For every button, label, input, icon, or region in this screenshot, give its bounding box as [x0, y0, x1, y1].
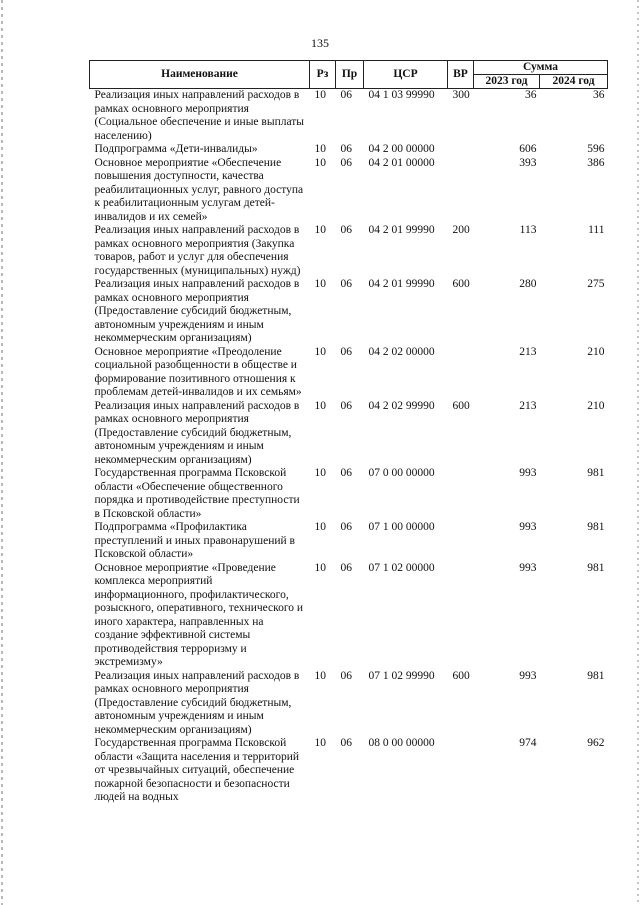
- header-sum: Сумма: [474, 61, 608, 75]
- cell-name: Основное мероприятие «Обеспечение повышения доступности, качества реабилитационных услуг, равного доступа к реабилитационным услугам детей-инвалидов и их семей»: [94, 156, 304, 223]
- cell-csr: 04 2 01 99990: [368, 224, 435, 236]
- cell-sum-2023: 993: [519, 669, 537, 682]
- table-row: [90, 143, 608, 157]
- table-row: [90, 562, 608, 670]
- table-body: [90, 89, 608, 805]
- cell-name: Государственная программа Псковской области «Обеспечение общественного порядка и противодействие преступности в Псковской области»: [94, 467, 300, 520]
- cell-vr: [448, 562, 474, 670]
- scan-edge-left: [1, 0, 3, 905]
- table-row: [90, 400, 608, 468]
- table-row: [90, 278, 608, 346]
- cell-sum-2023: 393: [519, 156, 537, 169]
- cell-vr: [448, 467, 474, 521]
- cell-pr: 06: [340, 156, 352, 169]
- cell-rz: 10: [314, 143, 326, 155]
- table-row: [90, 670, 608, 738]
- table-row: [90, 89, 608, 144]
- cell-name: Основное мероприятие «Преодоление социальной разобщенности в обществе и формирование позитивного отношения к проблемам детей-инвалидов и их семьям»: [94, 345, 302, 398]
- cell-pr: 06: [340, 399, 352, 412]
- cell-sum-2023: 213: [519, 345, 537, 358]
- cell-pr: 06: [340, 89, 352, 101]
- cell-name: Подпрограмма «Дети-инвалиды»: [94, 143, 258, 155]
- table-row: [90, 346, 608, 400]
- cell-vr: [448, 143, 474, 157]
- cell-pr: 06: [340, 521, 352, 533]
- cell-vr: 600: [452, 278, 470, 290]
- scan-edge-right: [637, 0, 639, 905]
- table-header: [90, 61, 608, 89]
- cell-csr: 04 2 02 99990: [368, 399, 435, 412]
- cell-rz: 10: [314, 278, 326, 290]
- table-row: [90, 521, 608, 562]
- header-vr: ВР: [448, 61, 474, 89]
- cell-vr: [448, 346, 474, 400]
- budget-table: [89, 60, 608, 805]
- cell-sum-2024: 596: [587, 143, 605, 155]
- table-row: [90, 467, 608, 521]
- cell-vr: 600: [452, 399, 470, 412]
- cell-sum-2024: 981: [587, 521, 605, 533]
- cell-name: Реализация иных направлений расходов в рамках основного мероприятия (Предоставление субсидий бюджетным, автономным учреждениям и иным некоммерческим организациям): [94, 669, 300, 736]
- header-pr: Пр: [336, 61, 364, 89]
- cell-sum-2023: 993: [519, 521, 537, 533]
- cell-vr: 600: [452, 669, 470, 682]
- header-name: Наименование: [90, 61, 310, 89]
- cell-vr: [448, 521, 474, 562]
- cell-vr: [448, 157, 474, 225]
- cell-csr: 04 1 03 99990: [368, 89, 435, 101]
- cell-csr: 07 1 00 00000: [368, 521, 435, 533]
- cell-csr: 08 0 00 00000: [368, 737, 435, 749]
- cell-csr: 04 2 01 99990: [368, 278, 435, 290]
- cell-csr: 04 2 02 00000: [368, 345, 435, 358]
- cell-sum-2023: 974: [519, 737, 537, 749]
- table-row: [90, 224, 608, 278]
- table-row: [90, 157, 608, 225]
- header-rz: Рз: [310, 61, 336, 89]
- cell-name: Реализация иных направлений расходов в рамках основного мероприятия (Предоставление субсидий бюджетным, автономным учреждениям и иным некоммерческим организациям): [94, 278, 300, 344]
- cell-pr: 06: [340, 737, 352, 749]
- cell-rz: 10: [314, 521, 326, 533]
- cell-rz: 10: [314, 224, 326, 236]
- cell-sum-2023: 993: [519, 561, 537, 574]
- cell-csr: 07 0 00 00000: [368, 467, 435, 479]
- cell-csr: 07 1 02 99990: [368, 669, 435, 682]
- cell-sum-2024: 981: [587, 669, 605, 682]
- cell-sum-2024: 386: [587, 156, 605, 169]
- cell-pr: 06: [340, 467, 352, 479]
- cell-sum-2024: 981: [587, 561, 605, 574]
- cell-csr: 04 2 01 00000: [368, 156, 435, 169]
- cell-rz: 10: [314, 156, 326, 169]
- cell-sum-2023: 113: [519, 224, 537, 236]
- cell-name: Реализация иных направлений расходов в рамках основного мероприятия (Закупка товаров, работ и услуг для обеспечения государственных (муниципальных) нужд): [94, 224, 301, 277]
- cell-pr: 06: [340, 345, 352, 358]
- cell-sum-2023: 993: [519, 467, 537, 479]
- cell-name: Реализация иных направлений расходов в рамках основного мероприятия (Предоставление субсидий бюджетным, автономным учреждениям и иным некоммерческим организациям): [94, 399, 300, 466]
- table-row: [90, 737, 608, 805]
- header-year-2024: 2024 год: [540, 75, 608, 89]
- cell-sum-2023: 280: [519, 278, 537, 290]
- header-csr: ЦСР: [364, 61, 448, 89]
- cell-rz: 10: [314, 669, 326, 682]
- cell-pr: 06: [340, 278, 352, 290]
- cell-name: Государственная программа Псковской области «Защита населения и территорий от чрезвычайных ситуаций, обеспечение пожарной безопасности и безопасности людей на водных: [94, 737, 300, 803]
- cell-sum-2024: 210: [587, 399, 605, 412]
- page-number: 135: [311, 36, 329, 50]
- cell-rz: 10: [314, 467, 326, 479]
- cell-rz: 10: [314, 399, 326, 412]
- cell-sum-2024: 962: [587, 737, 605, 749]
- cell-rz: 10: [314, 561, 326, 574]
- cell-vr: 300: [452, 89, 470, 101]
- cell-vr: 200: [452, 224, 470, 236]
- cell-csr: 04 2 00 00000: [368, 143, 435, 155]
- cell-rz: 10: [314, 89, 326, 101]
- cell-rz: 10: [314, 737, 326, 749]
- cell-name: Реализация иных направлений расходов в рамках основного мероприятия (Социальное обеспечение и иные выплаты населению): [94, 89, 305, 142]
- cell-sum-2023: 213: [519, 399, 537, 412]
- cell-pr: 06: [340, 669, 352, 682]
- cell-rz: 10: [314, 345, 326, 358]
- cell-sum-2024: 36: [593, 89, 605, 101]
- cell-vr: [448, 737, 474, 805]
- cell-sum-2024: 275: [587, 278, 605, 290]
- cell-sum-2024: 981: [587, 467, 605, 479]
- cell-pr: 06: [340, 224, 352, 236]
- cell-name: Подпрограмма «Профилактика преступлений и иных правонарушений в Псковской области»: [94, 521, 295, 560]
- cell-pr: 06: [340, 143, 352, 155]
- cell-sum-2023: 606: [519, 143, 537, 155]
- cell-csr: 07 1 02 00000: [368, 561, 435, 574]
- cell-sum-2024: 210: [587, 345, 605, 358]
- cell-sum-2024: 111: [588, 224, 605, 236]
- cell-pr: 06: [340, 561, 352, 574]
- header-year-2023: 2023 год: [474, 75, 540, 89]
- cell-sum-2023: 36: [525, 89, 537, 101]
- cell-name: Основное мероприятие «Проведение комплекса мероприятий информационного, профилактического, розыскного, оперативного, технического и иного характера, направленных на создание эффективной системы противодействия терроризму и экстремизму»: [94, 561, 304, 668]
